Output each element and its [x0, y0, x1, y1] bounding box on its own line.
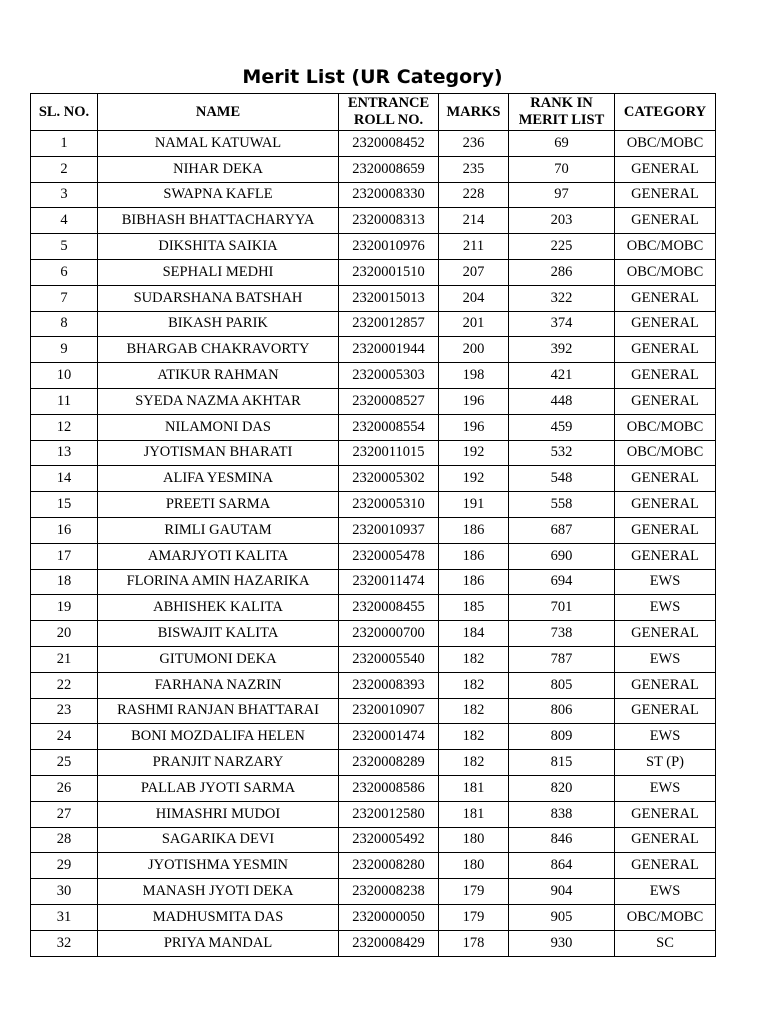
table-row: [31, 879, 716, 905]
table-row: [31, 801, 716, 827]
table-row: [31, 930, 716, 956]
sl-no-cell: 1: [31, 131, 98, 157]
name-cell: HIMASHRI MUDOI: [98, 801, 339, 827]
rank-cell: 930: [509, 930, 615, 956]
roll-no-cell: 2320008393: [339, 672, 439, 698]
name-cell: ABHISHEK KALITA: [98, 595, 339, 621]
rank-cell: 69: [509, 131, 615, 157]
category-cell: EWS: [615, 879, 716, 905]
name-cell: MANASH JYOTI DEKA: [98, 879, 339, 905]
name-cell: PALLAB JYOTI SARMA: [98, 775, 339, 801]
rank-cell: 421: [509, 363, 615, 389]
rank-cell: 701: [509, 595, 615, 621]
table-row: [31, 827, 716, 853]
category-cell: GENERAL: [615, 492, 716, 518]
marks-cell: 198: [439, 363, 509, 389]
roll-no-cell: 2320005540: [339, 646, 439, 672]
marks-cell: 180: [439, 853, 509, 879]
table-row: [31, 337, 716, 363]
name-cell: SUDARSHANA BATSHAH: [98, 285, 339, 311]
sl-no-cell: 11: [31, 388, 98, 414]
rank-cell: 694: [509, 569, 615, 595]
rank-cell: 687: [509, 517, 615, 543]
marks-cell: 214: [439, 208, 509, 234]
sl-no-cell: 18: [31, 569, 98, 595]
rank-cell: 97: [509, 182, 615, 208]
rank-cell: 558: [509, 492, 615, 518]
roll-no-cell: 2320010907: [339, 698, 439, 724]
sl-no-cell: 9: [31, 337, 98, 363]
name-cell: PREETI SARMA: [98, 492, 339, 518]
name-cell: RIMLI GAUTAM: [98, 517, 339, 543]
roll-no-cell: 2320011015: [339, 440, 439, 466]
roll-no-cell: 2320008280: [339, 853, 439, 879]
roll-no-cell: 2320005478: [339, 543, 439, 569]
category-cell: OBC/MOBC: [615, 904, 716, 930]
table-row: [31, 904, 716, 930]
name-cell: GITUMONI DEKA: [98, 646, 339, 672]
category-cell: EWS: [615, 724, 716, 750]
rank-cell: 70: [509, 156, 615, 182]
marks-cell: 182: [439, 672, 509, 698]
header-rank-in-label: RANK IN: [530, 95, 593, 111]
marks-cell: 181: [439, 801, 509, 827]
rank-cell: 809: [509, 724, 615, 750]
category-cell: GENERAL: [615, 156, 716, 182]
category-cell: GENERAL: [615, 388, 716, 414]
name-cell: NIHAR DEKA: [98, 156, 339, 182]
marks-cell: 191: [439, 492, 509, 518]
roll-no-cell: 2320000050: [339, 904, 439, 930]
roll-no-cell: 2320008238: [339, 879, 439, 905]
marks-cell: 192: [439, 440, 509, 466]
category-cell: OBC/MOBC: [615, 414, 716, 440]
roll-no-cell: 2320015013: [339, 285, 439, 311]
rank-cell: 905: [509, 904, 615, 930]
rank-cell: 864: [509, 853, 615, 879]
roll-no-cell: 2320005302: [339, 466, 439, 492]
rank-cell: 904: [509, 879, 615, 905]
marks-cell: 186: [439, 543, 509, 569]
sl-no-cell: 2: [31, 156, 98, 182]
roll-no-cell: 2320000700: [339, 621, 439, 647]
rank-cell: 322: [509, 285, 615, 311]
sl-no-cell: 7: [31, 285, 98, 311]
table-row: [31, 131, 716, 157]
rank-cell: 738: [509, 621, 615, 647]
roll-no-cell: 2320008313: [339, 208, 439, 234]
category-cell: GENERAL: [615, 698, 716, 724]
category-cell: EWS: [615, 595, 716, 621]
roll-no-cell: 2320001510: [339, 259, 439, 285]
name-cell: BONI MOZDALIFA HELEN: [98, 724, 339, 750]
sl-no-cell: 16: [31, 517, 98, 543]
table-row: [31, 698, 716, 724]
sl-no-cell: 23: [31, 698, 98, 724]
rank-cell: 532: [509, 440, 615, 466]
roll-no-cell: 2320005310: [339, 492, 439, 518]
name-cell: JYOTISHMA YESMIN: [98, 853, 339, 879]
name-cell: FLORINA AMIN HAZARIKA: [98, 569, 339, 595]
sl-no-cell: 17: [31, 543, 98, 569]
sl-no-cell: 15: [31, 492, 98, 518]
roll-no-cell: 2320001944: [339, 337, 439, 363]
marks-cell: 182: [439, 724, 509, 750]
roll-no-cell: 2320008527: [339, 388, 439, 414]
marks-cell: 185: [439, 595, 509, 621]
roll-no-cell: 2320012857: [339, 311, 439, 337]
rank-cell: 846: [509, 827, 615, 853]
name-cell: SYEDA NAZMA AKHTAR: [98, 388, 339, 414]
name-cell: SAGARIKA DEVI: [98, 827, 339, 853]
category-cell: GENERAL: [615, 182, 716, 208]
category-cell: GENERAL: [615, 853, 716, 879]
rank-cell: 805: [509, 672, 615, 698]
name-cell: BISWAJIT KALITA: [98, 621, 339, 647]
table-row: [31, 311, 716, 337]
table-row: [31, 517, 716, 543]
table-row: [31, 724, 716, 750]
table-row: [31, 285, 716, 311]
sl-no-cell: 4: [31, 208, 98, 234]
roll-no-cell: 2320008429: [339, 930, 439, 956]
table-row: [31, 543, 716, 569]
roll-no-cell: 2320008586: [339, 775, 439, 801]
roll-no-cell: 2320005303: [339, 363, 439, 389]
sl-no-cell: 21: [31, 646, 98, 672]
table-row: [31, 388, 716, 414]
table-header-row: [31, 94, 716, 131]
table-row: [31, 646, 716, 672]
marks-cell: 192: [439, 466, 509, 492]
name-cell: PRANJIT NARZARY: [98, 750, 339, 776]
roll-no-cell: 2320005492: [339, 827, 439, 853]
marks-cell: 182: [439, 750, 509, 776]
name-cell: BIBHASH BHATTACHARYYA: [98, 208, 339, 234]
marks-cell: 186: [439, 517, 509, 543]
sl-no-cell: 29: [31, 853, 98, 879]
rank-cell: 548: [509, 466, 615, 492]
marks-cell: 182: [439, 646, 509, 672]
rank-cell: 225: [509, 234, 615, 260]
header-marks: MARKS: [439, 94, 509, 131]
category-cell: ST (P): [615, 750, 716, 776]
roll-no-cell: 2320010976: [339, 234, 439, 260]
sl-no-cell: 28: [31, 827, 98, 853]
sl-no-cell: 24: [31, 724, 98, 750]
rank-cell: 690: [509, 543, 615, 569]
table-row: [31, 595, 716, 621]
header-category: CATEGORY: [615, 94, 716, 131]
marks-cell: 186: [439, 569, 509, 595]
name-cell: RASHMI RANJAN BHATTARAI: [98, 698, 339, 724]
marks-cell: 196: [439, 414, 509, 440]
name-cell: AMARJYOTI KALITA: [98, 543, 339, 569]
header-sl-no: SL. NO.: [31, 94, 98, 131]
roll-no-cell: 2320008289: [339, 750, 439, 776]
marks-cell: 184: [439, 621, 509, 647]
category-cell: GENERAL: [615, 466, 716, 492]
marks-cell: 204: [439, 285, 509, 311]
category-cell: EWS: [615, 775, 716, 801]
marks-cell: 178: [439, 930, 509, 956]
marks-cell: 207: [439, 259, 509, 285]
marks-cell: 181: [439, 775, 509, 801]
sl-no-cell: 31: [31, 904, 98, 930]
sl-no-cell: 25: [31, 750, 98, 776]
name-cell: JYOTISMAN BHARATI: [98, 440, 339, 466]
category-cell: GENERAL: [615, 337, 716, 363]
table-row: [31, 234, 716, 260]
marks-cell: 200: [439, 337, 509, 363]
sl-no-cell: 30: [31, 879, 98, 905]
category-cell: GENERAL: [615, 208, 716, 234]
table-row: [31, 156, 716, 182]
table-row: [31, 492, 716, 518]
marks-cell: 179: [439, 904, 509, 930]
roll-no-cell: 2320008455: [339, 595, 439, 621]
name-cell: NILAMONI DAS: [98, 414, 339, 440]
category-cell: GENERAL: [615, 517, 716, 543]
name-cell: ALIFA YESMINA: [98, 466, 339, 492]
roll-no-cell: 2320012580: [339, 801, 439, 827]
roll-no-cell: 2320011474: [339, 569, 439, 595]
sl-no-cell: 10: [31, 363, 98, 389]
header-merit-list-label: MERIT LIST: [518, 112, 605, 128]
category-cell: GENERAL: [615, 621, 716, 647]
table-row: [31, 621, 716, 647]
table-row: [31, 440, 716, 466]
marks-cell: 228: [439, 182, 509, 208]
name-cell: SWAPNA KAFLE: [98, 182, 339, 208]
marks-cell: 201: [439, 311, 509, 337]
roll-no-cell: 2320008330: [339, 182, 439, 208]
table-row: [31, 363, 716, 389]
table-row: [31, 259, 716, 285]
rank-cell: 459: [509, 414, 615, 440]
roll-no-cell: 2320008452: [339, 131, 439, 157]
category-cell: OBC/MOBC: [615, 440, 716, 466]
sl-no-cell: 22: [31, 672, 98, 698]
category-cell: GENERAL: [615, 801, 716, 827]
sl-no-cell: 3: [31, 182, 98, 208]
rank-cell: 787: [509, 646, 615, 672]
merit-list-table: [30, 93, 716, 957]
name-cell: ATIKUR RAHMAN: [98, 363, 339, 389]
marks-cell: 180: [439, 827, 509, 853]
name-cell: MADHUSMITA DAS: [98, 904, 339, 930]
sl-no-cell: 27: [31, 801, 98, 827]
category-cell: OBC/MOBC: [615, 234, 716, 260]
header-name: NAME: [98, 94, 339, 131]
roll-no-cell: 2320008554: [339, 414, 439, 440]
category-cell: GENERAL: [615, 827, 716, 853]
marks-cell: 196: [439, 388, 509, 414]
table-row: [31, 750, 716, 776]
rank-cell: 815: [509, 750, 615, 776]
marks-cell: 211: [439, 234, 509, 260]
category-cell: EWS: [615, 569, 716, 595]
category-cell: GENERAL: [615, 311, 716, 337]
category-cell: GENERAL: [615, 672, 716, 698]
name-cell: FARHANA NAZRIN: [98, 672, 339, 698]
name-cell: BHARGAB CHAKRAVORTY: [98, 337, 339, 363]
rank-cell: 203: [509, 208, 615, 234]
category-cell: OBC/MOBC: [615, 131, 716, 157]
marks-cell: 179: [439, 879, 509, 905]
marks-cell: 182: [439, 698, 509, 724]
header-rank-in-merit-list: [509, 94, 615, 131]
table-row: [31, 182, 716, 208]
sl-no-cell: 8: [31, 311, 98, 337]
table-row: [31, 853, 716, 879]
roll-no-cell: 2320010937: [339, 517, 439, 543]
rank-cell: 820: [509, 775, 615, 801]
category-cell: EWS: [615, 646, 716, 672]
name-cell: SEPHALI MEDHI: [98, 259, 339, 285]
rank-cell: 806: [509, 698, 615, 724]
name-cell: NAMAL KATUWAL: [98, 131, 339, 157]
name-cell: PRIYA MANDAL: [98, 930, 339, 956]
category-cell: GENERAL: [615, 543, 716, 569]
rank-cell: 448: [509, 388, 615, 414]
rank-cell: 838: [509, 801, 615, 827]
table-row: [31, 414, 716, 440]
sl-no-cell: 13: [31, 440, 98, 466]
header-entrance-label: ENTRANCE: [347, 95, 430, 111]
table-row: [31, 466, 716, 492]
sl-no-cell: 14: [31, 466, 98, 492]
category-cell: GENERAL: [615, 285, 716, 311]
header-entrance-roll-no: [339, 94, 439, 131]
table-row: [31, 208, 716, 234]
category-cell: GENERAL: [615, 363, 716, 389]
name-cell: BIKASH PARIK: [98, 311, 339, 337]
rank-cell: 286: [509, 259, 615, 285]
marks-cell: 235: [439, 156, 509, 182]
category-cell: SC: [615, 930, 716, 956]
sl-no-cell: 32: [31, 930, 98, 956]
sl-no-cell: 20: [31, 621, 98, 647]
rank-cell: 374: [509, 311, 615, 337]
table-row: [31, 672, 716, 698]
rank-cell: 392: [509, 337, 615, 363]
sl-no-cell: 5: [31, 234, 98, 260]
sl-no-cell: 19: [31, 595, 98, 621]
document-title: Merit List (UR Category): [242, 66, 503, 88]
sl-no-cell: 6: [31, 259, 98, 285]
table-row: [31, 775, 716, 801]
category-cell: OBC/MOBC: [615, 259, 716, 285]
marks-cell: 236: [439, 131, 509, 157]
header-roll-no-label: ROLL NO.: [353, 112, 424, 128]
sl-no-cell: 12: [31, 414, 98, 440]
sl-no-cell: 26: [31, 775, 98, 801]
roll-no-cell: 2320001474: [339, 724, 439, 750]
name-cell: DIKSHITA SAIKIA: [98, 234, 339, 260]
table-row: [31, 569, 716, 595]
roll-no-cell: 2320008659: [339, 156, 439, 182]
